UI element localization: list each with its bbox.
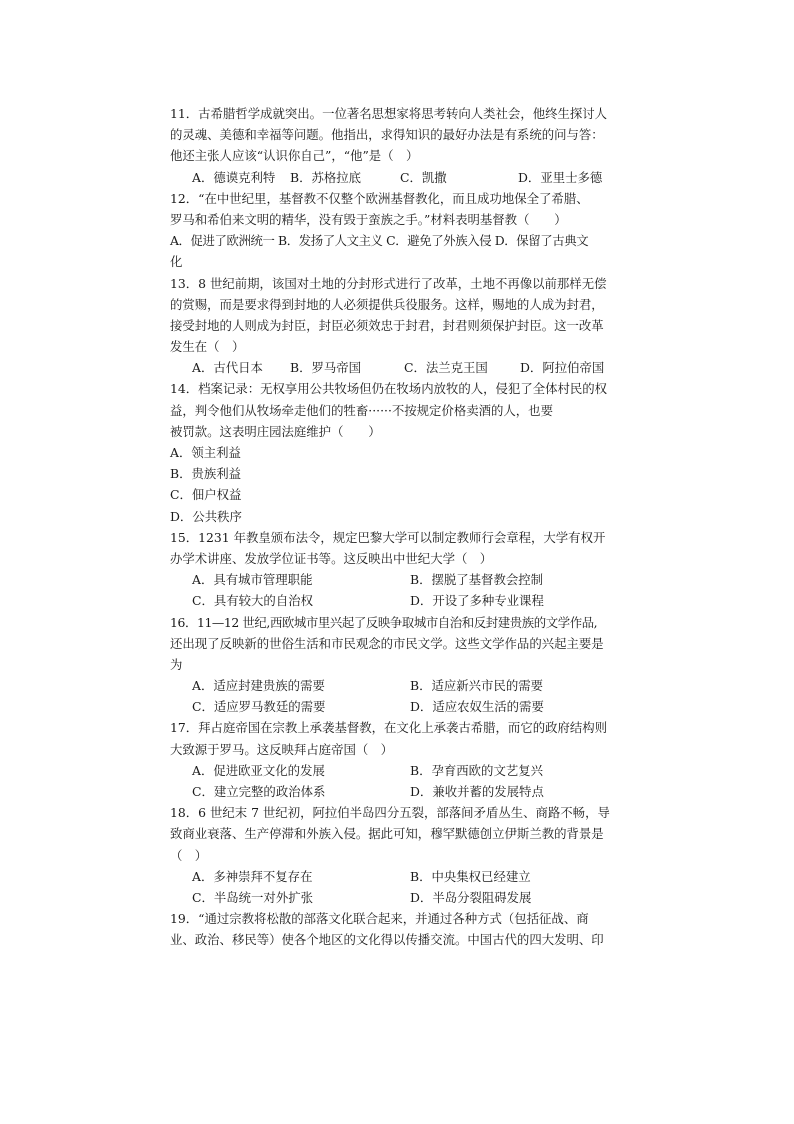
option-b: B．罗马帝国: [290, 360, 362, 376]
question-text-line: 被罚款。这表明庄园法庭维护（ ）: [170, 423, 381, 439]
option-c: C．佃户权益: [170, 487, 242, 503]
question-text-line: 他还主张人应该“认识你自己”，“他”是（ ）: [170, 148, 419, 164]
question-14: [170, 378, 640, 526]
options-row: [170, 866, 640, 887]
question-19: [170, 908, 640, 950]
option-b: B．中央集权已经建立: [410, 868, 531, 884]
option-c: C．具有较大的自治权: [192, 593, 313, 609]
question-text-line: （ ）: [170, 847, 208, 863]
question-text-line: 的赏赐，而是要求得到封地的人必须提供兵役服务。这样，赐地的人成为封君，: [170, 296, 604, 312]
question-text-line: 19．“通过宗教将松散的部落文化联合起来，并通过各种方式（包括征战、商: [170, 911, 589, 927]
option-c: C．法兰克王国: [404, 360, 488, 376]
question-text-line: 化: [170, 254, 183, 270]
question-text-line: 办学术讲座、发放学位证书等。这反映出中世纪大学（ ）: [170, 550, 493, 566]
option-a: A．多神崇拜不复存在: [192, 868, 313, 884]
question-16: [170, 612, 640, 718]
option-c: C．适应罗马教廷的需要: [192, 699, 326, 715]
question-12: [170, 188, 640, 273]
option-d: D．公共秩序: [170, 508, 242, 524]
question-text-line: 16．11—12 世纪,西欧城市里兴起了反映争取城市自治和反封建贵族的文学作品,: [170, 614, 598, 630]
option-b: B．摆脱了基督教会控制: [410, 572, 544, 588]
options-row: [170, 781, 640, 802]
question-text-line: 11．古希腊哲学成就突出。一位著名思想家将思考转向人类社会，他终生探讨人: [170, 106, 608, 121]
question-text-line: 发生在（ ）: [170, 339, 245, 355]
question-options-line: A．促进了欧洲统一 B．发扬了人文主义 C．避免了外族入侵 D．保留了古典文: [170, 233, 589, 249]
option-b: B．孕育西欧的文艺复兴: [410, 762, 544, 778]
question-text-line: 14．档案记录：无权享用公共牧场但仍在牧场内放牧的人，侵犯了全体村民的权: [170, 381, 608, 397]
options-row: [170, 887, 640, 908]
question-text-line: 13．8 世纪前期，该国对土地的分封形式进行了改革，土地不再像以前那样无偿: [170, 275, 607, 291]
options-row: [170, 675, 640, 696]
question-text-line: 大致源于罗马。这反映拜占庭帝国（ ）: [170, 741, 394, 757]
option-d: D．兼收并蓄的发展特点: [410, 784, 544, 799]
option-b: B．适应新兴市民的需要: [410, 678, 544, 694]
question-15: [170, 527, 640, 612]
question-text-line: 还出现了反映新的世俗生活和市民观念的市民文学。这些文学作品的兴起主要是: [170, 635, 604, 651]
options-row: [170, 357, 640, 378]
options-row: [170, 167, 640, 188]
option-b: B．苏格拉底: [290, 169, 362, 185]
question-text-line: 益，判令他们从牧场牵走他们的牲畜······不按规定价格卖酒的人，也要: [170, 402, 553, 418]
question-text-line: 的灵魂、美德和幸福等问题。他指出，求得知识的最好办法是有系统的问与答：: [170, 127, 604, 143]
question-11: [170, 103, 640, 188]
question-text-line: 致商业衰落、生产停滞和外族入侵。据此可知，穆罕默德创立伊斯兰教的背景是: [170, 826, 604, 842]
options-row: [170, 590, 640, 611]
question-text-line: 18．6 世纪末 7 世纪初，阿拉伯半岛四分五裂，部落间矛盾丛生、商路不畅，导: [170, 805, 610, 821]
question-text-line: 12．“在中世纪里，基督教不仅整个欧洲基督教化，而且成功地保全了希腊、: [170, 190, 589, 206]
option-c: C．半岛统一对外扩张: [192, 889, 313, 905]
options-row: [170, 569, 640, 590]
question-13: [170, 273, 640, 379]
option-b: B．贵族利益: [170, 466, 242, 482]
question-18: [170, 802, 640, 908]
question-text-line: 业、政治、移民等）使各个地区的文化得以传播交流。中国古代的四大发明、印: [170, 932, 604, 948]
question-text-line: 15．1231 年教皇颁布法令，规定巴黎大学可以制定教师行会章程，大学有权开: [170, 529, 606, 545]
options-row: [170, 696, 640, 717]
option-a: A．古代日本: [192, 360, 263, 376]
option-c: C．建立完整的政治体系: [192, 784, 326, 799]
question-text-line: 罗马和希伯来文明的精华，没有毁于蛮族之手。”材料表明基督教（ ）: [170, 211, 567, 227]
option-d: D．阿拉伯帝国: [520, 360, 605, 376]
question-text-line: 为: [170, 656, 183, 672]
option-d: D．开设了多种专业课程: [410, 593, 544, 609]
option-d: D．适应农奴生活的需要: [410, 699, 544, 715]
question-text-line: 17．拜占庭帝国在宗教上承袭基督教，在文化上承袭古希腊，而它的政府结构则: [170, 720, 608, 736]
exam-page: [170, 103, 640, 951]
question-17: [170, 717, 640, 802]
option-a: A．领主利益: [170, 445, 241, 460]
option-a: A．促进欧亚文化的发展: [192, 762, 325, 778]
option-c: C．凯撒: [400, 169, 447, 185]
option-d: D．半岛分裂阻碍发展: [410, 889, 532, 905]
option-a: A．适应封建贵族的需要: [192, 678, 325, 694]
option-a: A．德谟克利特: [192, 169, 276, 185]
question-text-line: 接受封地的人则成为封臣，封臣必须效忠于封君，封君则须保护封臣。这一改革: [170, 317, 604, 333]
option-d: D．亚里士多德: [518, 169, 603, 185]
options-row: [170, 760, 640, 781]
option-a: A．具有城市管理职能: [192, 572, 313, 588]
